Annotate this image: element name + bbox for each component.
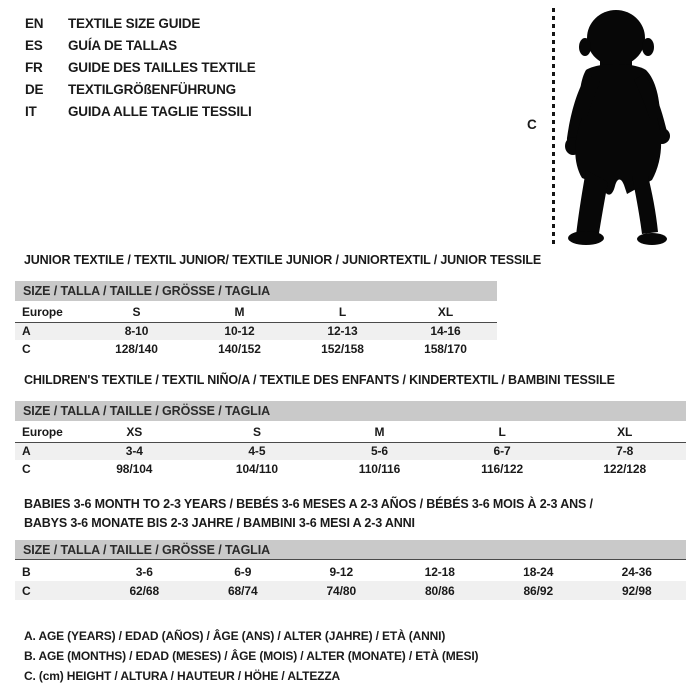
size-cell: 98/104 — [116, 462, 153, 476]
table-row-c — [15, 581, 686, 600]
row-label: B — [22, 564, 31, 579]
children-section-title: CHILDREN'S TEXTILE / TEXTIL NIÑO/A / TEXTILE DES ENFANTS / KINDERTEXTIL / BAMBINI TESSILE — [24, 373, 615, 387]
table-row-b — [15, 562, 686, 581]
legend-line-c: C. (cm) HEIGHT / ALTURA / HAUTEUR / HÖHE / ALTEZZA — [24, 669, 341, 683]
size-cell: 128/140 — [115, 342, 158, 356]
size-cell: 122/128 — [603, 462, 647, 476]
language-list — [25, 12, 256, 122]
row-label: Europe — [22, 305, 63, 320]
junior-size-header-bar: SIZE / TALLA / TAILLE / GRÖSSE / TAGLIA — [15, 281, 497, 301]
row-label: C — [22, 462, 31, 476]
junior-section-title: JUNIOR TEXTILE / TEXTIL JUNIOR/ TEXTILE JUNIOR / JUNIORTEXTIL / JUNIOR TESSILE — [24, 253, 542, 267]
size-cell: 80/86 — [424, 583, 455, 598]
legend — [24, 626, 478, 686]
table-row-c — [15, 460, 686, 478]
size-cell: 18-24 — [523, 564, 554, 579]
size-cell: 9-12 — [329, 564, 354, 579]
size-cell: 5-6 — [370, 444, 388, 459]
babies-section-title — [24, 495, 593, 533]
table-row-europe — [15, 303, 497, 322]
baby-silhouette — [560, 8, 692, 246]
language-code: IT — [25, 103, 37, 119]
language-code: EN — [25, 15, 44, 31]
size-cell: M — [234, 305, 245, 320]
size-cell: 116/122 — [481, 462, 524, 476]
babies-title-line-1: BABIES 3-6 MONTH TO 2-3 YEARS / BEBÉS 3-6 MESES A 2-3 AÑOS / BÉBÉS 3-6 MOIS À 2-3 ANS / — [24, 497, 593, 511]
size-cell: 68/74 — [227, 583, 258, 598]
size-cell: 8-10 — [124, 324, 149, 339]
children-size-header-bar: SIZE / TALLA / TAILLE / GRÖSSE / TAGLIA — [15, 401, 686, 421]
language-code: ES — [25, 37, 43, 53]
size-cell: 152/158 — [321, 342, 364, 356]
size-cell: S — [132, 305, 141, 320]
babies-size-table — [15, 562, 686, 600]
table-row-europe — [15, 423, 686, 442]
language-name: GUIDE DES TAILLES TEXTILE — [68, 59, 256, 75]
language-row-en — [25, 12, 256, 34]
language-row-de — [25, 78, 256, 100]
row-label: C — [22, 342, 31, 356]
size-cell: 12-18 — [424, 564, 455, 579]
legend-line-b: B. AGE (MONTHS) / EDAD (MESES) / ÂGE (MOIS) / ALTER (MONATE) / ETÀ (MESI) — [24, 649, 479, 663]
size-cell: 3-6 — [135, 564, 153, 579]
table-row-c — [15, 340, 497, 358]
size-cell: 10-12 — [224, 324, 255, 339]
babies-title-line-2: BABYS 3-6 MONATE BIS 2-3 JAHRE / BAMBINI 3-6 MESI A 2-3 ANNI — [24, 516, 415, 530]
height-measure-line — [552, 8, 555, 244]
size-cell: 6-7 — [493, 444, 511, 459]
size-cell: 4-5 — [248, 444, 266, 459]
size-cell: 140/152 — [218, 342, 261, 356]
size-cell: XL — [617, 425, 633, 440]
size-cell: XS — [126, 425, 143, 440]
size-cell: 24-36 — [621, 564, 652, 579]
size-cell: 12-13 — [327, 324, 358, 339]
size-cell: 92/98 — [621, 583, 652, 598]
size-cell: 110/116 — [358, 462, 401, 476]
size-cell: 14-16 — [430, 324, 461, 339]
row-label: A — [22, 444, 31, 459]
table-row-a — [15, 442, 686, 460]
junior-size-table — [15, 303, 497, 358]
size-cell: L — [498, 425, 506, 440]
measure-label-c: C — [527, 117, 537, 132]
language-name: TEXTILE SIZE GUIDE — [68, 15, 201, 31]
size-cell: 74/80 — [326, 583, 357, 598]
row-label: C — [22, 583, 31, 598]
row-label: A — [22, 324, 31, 339]
size-cell: 7-8 — [616, 444, 634, 459]
babies-size-header-bar: SIZE / TALLA / TAILLE / GRÖSSE / TAGLIA — [15, 540, 686, 560]
size-cell: 86/92 — [523, 583, 554, 598]
size-cell: 3-4 — [125, 444, 143, 459]
children-size-table — [15, 423, 686, 478]
size-cell: 6-9 — [234, 564, 252, 579]
size-cell: XL — [437, 305, 454, 320]
language-code: FR — [25, 59, 43, 75]
language-row-es — [25, 34, 256, 56]
table-row-a — [15, 322, 497, 340]
language-name: GUIDA ALLE TAGLIE TESSILI — [68, 103, 252, 119]
language-name: TEXTILGRÖßENFÜHRUNG — [68, 81, 236, 97]
legend-line-a: A. AGE (YEARS) / EDAD (AÑOS) / ÂGE (ANS) / ALTER (JAHRE) / ETÀ (ANNI) — [24, 629, 446, 643]
size-cell: S — [252, 425, 261, 440]
language-name: GUÍA DE TALLAS — [68, 37, 177, 53]
size-cell: L — [338, 305, 347, 320]
size-cell: 104/110 — [235, 462, 278, 476]
language-row-fr — [25, 56, 256, 78]
language-row-it — [25, 100, 256, 122]
size-cell: M — [374, 425, 385, 440]
language-code: DE — [25, 81, 44, 97]
row-label: Europe — [22, 425, 63, 440]
size-cell: 158/170 — [424, 342, 467, 356]
size-cell: 62/68 — [129, 583, 160, 598]
